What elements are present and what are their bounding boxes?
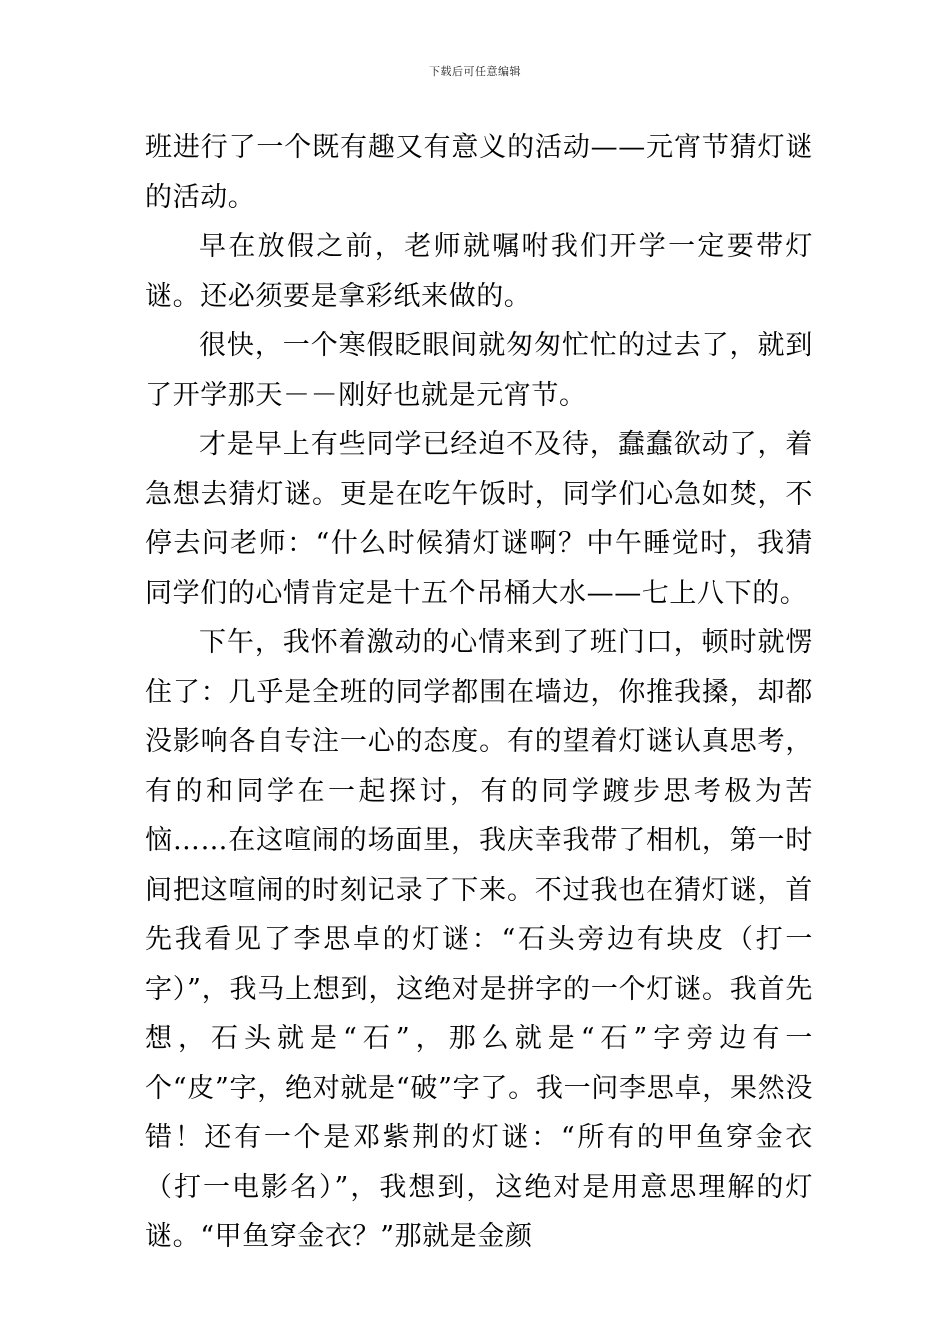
document-body <box>145 123 813 1262</box>
paragraph-4: 才是早上有些同学已经迫不及待，蠢蠢欲动了，着急想去猜灯谜。更是在吃午饭时，同学们心急如焚，不停去问老师：“什么时候猜灯谜啊？中午睡觉时，我猜同学们的心情肯定是十五个吊桶大水——七上八下的。 <box>145 429 813 609</box>
paragraph-2: 早在放假之前，老师就嘱咐我们开学一定要带灯谜。还必须要是拿彩纸来做的。 <box>145 231 813 312</box>
page-header: 下载后可任意编辑 <box>429 65 521 78</box>
paragraph-5: 下午，我怀着激动的心情来到了班门口，顿时就愣住了：几乎是全班的同学都围在墙边，你推我搡，却都没影响各自专注一心的态度。有的望着灯谜认真思考，有的和同学在一起探讨，有的同学踱步思考极为苦恼……在这喧闹的场面里，我庆幸我带了相机，第一时间把这喧闹的时刻记录了下来。不过我也在猜灯谜，首先我看见了李思卓的灯谜：“石头旁边有块皮（打一字）”，我马上想到，这绝对是拼字的一个灯谜。我首先想，石头就是“石”，那么就是“石”字旁边有一个“皮”字，绝对就是“破”字了。我一问李思卓，果然没错！还有一个是邓紫荆的灯谜：“所有的甲鱼穿金衣（打一电影名）”，我想到，这绝对是用意思理解的灯谜。“甲鱼穿金衣？”那就是金颜 <box>145 627 813 1252</box>
paragraph-1: 班进行了一个既有趣又有意义的活动——元宵节猜灯谜的活动。 <box>145 132 813 213</box>
paragraph-3: 很快，一个寒假眨眼间就匆匆忙忙的过去了，就到了开学那天－－刚好也就是元宵节。 <box>145 330 813 411</box>
